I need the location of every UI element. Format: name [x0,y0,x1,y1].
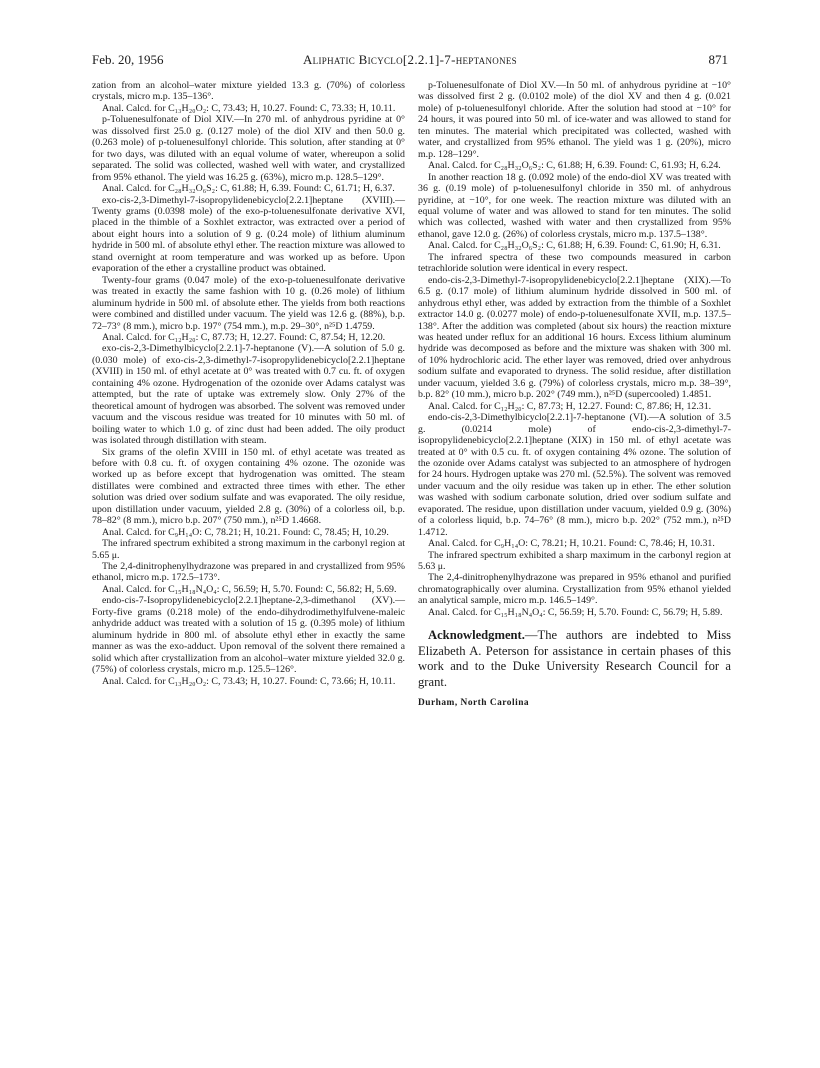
paragraph: exo-cis-2,3-Dimethylbicyclo[2.2.1]-7-heptanone (V).—A solution of 5.0 g. (0.030 mole) of exo-cis-2,3-dimethyl-7-isopropylidenebicyclo[2.2.1]heptane (XVIII) in 150 ml. of ethyl acetate at 0° was treated with 0.7 cu. ft. of oxygen containing 4% ozone. Hydrogenation of the ozonide over Adams catalyst was attempted, but the rate of uptake was extremely slow. Only 27% of the theoretical amount of hydrogen was absorbed. The solvent was removed under vacuum and the viscous residue was treated for 10 minutes with 50 ml. of boiling water to which 1.0 g. of zinc dust had been added. The oily product was isolated through distillation with steam. [92,343,405,447]
left-column [92,80,405,687]
paragraph: The infrared spectra of these two compounds measured in carbon tetrachloride solution were identical in every respect. [418,251,731,275]
analysis-paragraph: Anal. Calcd. for C₂₈H₃₂O₆S₂: C, 61.88; H, 6.39. Found: C, 61.90; H, 6.31. [428,240,721,252]
acknowledgment [418,628,731,690]
paragraph: endo-cis-2,3-Dimethylbicyclo[2.2.1]-7-heptanone (VI).—A solution of 3.5 g. (0.0214 mole) of endo-cis-2,3-dimethyl-7-isopropylidenebicyclo[2.2.1]heptane (XIX) in 150 ml. of ethyl acetate was treated at 0° with 0.5 cu. ft. of oxygen containing 4% ozone. The solution of the ozonide over Adams catalyst was subjected to an atmosphere of hydrogen for 24 hours. Hydrogen uptake was 270 ml. (52.5%). The solvent was removed under vacuum and the oily residue was taken up in ether. The ether solution was washed with sodium carbonate solution, dried over sodium sulfate and evaporated. The residue, upon distillation under vacuum, yielded 0.9 g. (30%) of a colorless liquid, b.p. 74–76° (8 mm.), micro b.p. 202° (752 mm.), n²⁵D 1.4712. [418,412,731,538]
paragraph: Twenty-four grams (0.047 mole) of the exo-p-toluenesulfonate derivative was treated in exactly the same fashion with 10 g. (0.26 mole) of lithium aluminum hydride in 500 ml. of absolute ether. The yields from both reactions were combined and distilled under vacuum. The yield was 12.6 g. (88%), b.p. 72–73° (8 mm.), micro b.p. 197° (754 mm.), m.p. 29–30°, n²⁵D 1.4759. [92,274,405,332]
right-column [418,80,731,709]
paragraph: In another reaction 18 g. (0.092 mole) of the endo-diol XV was treated with 36 g. (0.19 mole) of p-toluenesulfonyl chloride in 350 ml. of anhydrous pyridine, at −10°, for one week. The reaction mixture was diluted with an equal volume of water and was allowed to stand for ten minutes. The solid which was collected, washed with water and then crystallized from 95% ethanol, gave 12.0 g. (26%) of colorless crystals, micro m.p. 137.5–138°. [418,171,731,240]
paragraph: The infrared spectrum exhibited a strong maximum in the carbonyl region at 5.65 μ. [92,538,405,561]
acknowledgment-text: —The authors are indebted to Miss Elizabeth A. Peterson for assistance in certain phases of this work and to the Duke University Research Council for a grant. [418,628,731,689]
paragraph: The infrared spectrum exhibited a sharp maximum in the carbonyl region at 5.63 μ. [418,549,731,573]
paragraph: Six grams of the olefin XVIII in 150 ml. of ethyl acetate was treated as before with 0.8 cu. ft. of oxygen containing 4% ozone. The ozonide was worked up as before except that hydrogenation was omitted. The steam distillates were combined and extracted three times with ether. The ether solution was dried over sodium sulfate and was evaporated. The oily residue, upon distillation under vacuum, yielded 2.8 g. (30%) of a colorless oil, b.p. 78–82° (8 mm.), micro b.p. 207° (750 mm.), n²⁵D 1.4668. [92,446,405,527]
analysis-paragraph: Anal. Calcd. for C₉H₁₄O: C, 78.21; H, 10.21. Found: C, 78.46; H, 10.31. [428,538,715,550]
paragraph: The 2,4-dinitrophenylhydrazone was prepared in 95% ethanol and purified chromatographically over alumina. Crystallization from 95% ethanol yielded an analytical sample, micro m.p. 146.5–149°. [418,572,731,607]
paragraph: endo-cis-2,3-Dimethyl-7-isopropylidenebicyclo[2.2.1]heptane (XIX).—To 6.5 g. (0.17 mole) of lithium aluminum hydride dissolved in 500 ml. of anhydrous ethyl ether, was added by extraction from the thimble of a Soxhlet extractor 14.0 g. (0.0277 mole) of endo-p-toluenesulfonate XVII, m.p. 137.5–138°. After the addition was completed (about six hours) the reaction mixture was heated under reflux for an additional 16 hours. Excess lithium aluminum hydride was decomposed as before and the mixture was shaken with 300 ml. of 10% hydrochloric acid. The ether layer was removed, dried over anhydrous sodium sulfate and evaporated to dryness. The solid residue, after distillation under vacuum, yielded 3.6 g. (79%) of colorless crystals, micro m.p. 38–39°, b.p. 82° (10 mm.), micro b.p. 202° (749 mm.), n²⁵D (supercooled) 1.4851. [418,274,731,401]
paragraph: endo-cis-7-Isopropylidenebicyclo[2.2.1]heptane-2,3-dimethanol (XV).—Forty-five grams (0.218 mole) of the endo-dihydrodimethylfulvene-maleic anhydride adduct was treated with a solution of 15 g. (0.395 mole) of lithium aluminum hydride in 800 ml. of absolute ethyl ether in exactly the same manner as was the exo-adduct. Upon removal of the solvent there remained a solid which after crystallization from an alcohol–water mixture yielded 32.0 g. (75%) of colorless crystals, micro m.p. 125.5–126°. [92,595,405,676]
journal-date: Feb. 20, 1956 [92,52,164,67]
analysis-paragraph: Anal. Calcd. for C₁₃H₂₀O₂: C, 73.43; H, 10.27. Found: C, 73.33; H, 10.11. [102,102,396,114]
page-header [92,52,728,72]
acknowledgment-heading: Acknowledgment. [428,628,525,643]
analysis-paragraph: Anal. Calcd. for C₂₈H₃₂O₆S₂: C, 61.88; H, 6.39. Found: C, 61.71; H, 6.37. [102,183,395,195]
analysis-paragraph: Anal. Calcd. for C₁₃H₂₀O₂: C, 73.43; H, 10.27. Found: C, 73.66; H, 10.11. [102,675,396,687]
analysis-paragraph: Anal. Calcd. for C₁₂H₂₀: C, 87.73; H, 12.27. Found: C, 87.54; H, 12.20. [102,331,386,343]
analysis-paragraph: Anal. Calcd. for C₁₅H₁₈N₄O₄: C, 56.59; H, 5.70. Found: C, 56.79; H, 5.89. [428,606,723,618]
analysis-paragraph: Anal. Calcd. for C₁₅H₁₈N₄O₄: C, 56.59; H, 5.70. Found: C, 56.82; H, 5.69. [102,583,397,595]
paragraph: The 2,4-dinitrophenylhydrazone was prepared in and crystallized from 95% ethanol, micro m.p. 172.5–173°. [92,561,405,584]
paragraph: p-Toluenesulfonate of Diol XIV.—In 270 ml. of anhydrous pyridine at 0° was dissolved first 25.0 g. (0.127 mole) of the diol XIV and then 50.0 g. (0.263 mole) of p-toluenesulfonyl chloride. This solution, after standing at 0° for two days, was diluted with an equal volume of water, whereupon a solid separated. The solid was collected, washed well with water, and crystallized from 95% ethanol. The yield was 16.25 g. (63%), micro m.p. 128.5–129°. [92,114,405,183]
page-number: 871 [708,52,728,67]
paragraph: zation from an alcohol–water mixture yielded 13.3 g. (70%) of colorless crystals, micro m.p. 135–136°. [92,80,405,103]
analysis-paragraph: Anal. Calcd. for C₁₂H₂₀: C, 87.73; H, 12.27. Found: C, 87.86; H, 12.31. [428,400,712,412]
running-title: Aliphatic Bicyclo[2.2.1]-7-heptanones [302,52,517,67]
analysis-paragraph: Anal. Calcd. for C₂₈H₃₂O₆S₂: C, 61.88; H, 6.39. Found: C, 61.93; H, 6.24. [428,160,721,172]
analysis-paragraph: Anal. Calcd. for C₉H₁₄O: C, 78.21; H, 10.21. Found: C, 78.45; H, 10.29. [102,526,389,538]
paragraph: exo-cis-2,3-Dimethyl-7-isopropylidenebicyclo[2.2.1]heptane (XVIII).—Twenty grams (0.0398 mole) of the exo-p-toluenesulfonate derivative XVI, placed in the thimble of a Soxhlet extractor, was extracted over a period of about eight hours into a solution of 9 g. (0.24 mole) of lithium aluminum hydride in 500 ml. of absolute ethyl ether. The reaction mixture was allowed to stand overnight at room temperature and was worked up as before. Upon evaporation of the ether a crystalline product was obtained. [92,194,405,275]
affiliation: Durham, North Carolina [418,697,530,708]
paragraph: p-Toluenesulfonate of Diol XV.—In 50 ml. of anhydrous pyridine at −10° was dissolved first 2 g. (0.0102 mole) of the diol XV and then 4 g. (0.021 mole) of p-toluenesulfonyl chloride. After the solution had stood at −10° for 24 hours, it was poured into 50 ml. of ice-water and was allowed to stand for ten minutes. The material which precipitated was collected, washed with water, and crystallized from 95% ethanol. The yield was 1 g. (20%), micro m.p. 128–129°. [418,80,731,160]
